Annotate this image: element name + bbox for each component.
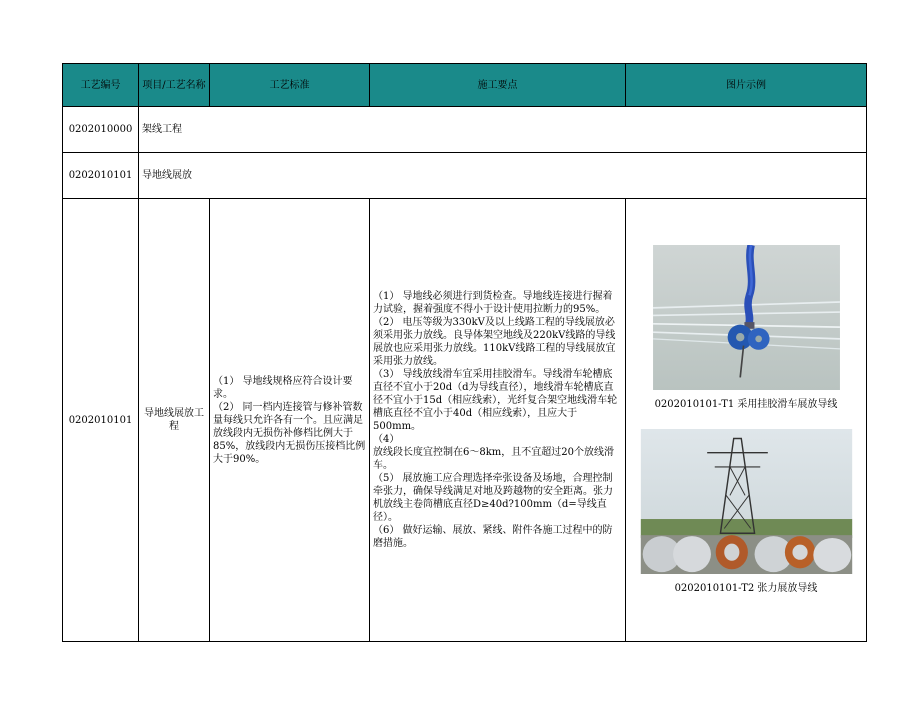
picture-examples <box>626 199 867 642</box>
construction-points <box>370 199 626 642</box>
photo-caption: 0202010101-T1 采用挂胶滑车展放导线 <box>654 399 838 410</box>
point-item: （1） 导地线必须进行到货检查。导地线连接进行握着力试验，握着强度不得小于设计使用拉断力的95%。 <box>373 291 613 315</box>
row-code: 0202010000 <box>63 107 139 153</box>
header-code: 工艺编号 <box>63 64 139 107</box>
point-item: （4） <box>373 434 400 445</box>
standard-item: （2） 同一档内连接管与修补管数量每线只允许各有一个。且应满足放线段内无损伤补修档比例大于85%，放线段内无损伤压接档比例大于90%。 <box>213 401 366 465</box>
table-row <box>63 153 867 199</box>
header-row <box>63 64 867 107</box>
header-name: 项目/工艺名称 <box>139 64 210 107</box>
header-points: 施工要点 <box>370 64 626 107</box>
standard-item: （1） 导地线规格应符合设计要求。 <box>213 375 353 400</box>
detail-name: 导地线展放工程 <box>139 199 210 642</box>
point-item: 放线段长度宜控制在6～8km，且不宜超过20个放线滑车。 <box>373 447 614 471</box>
tower-reels-photo-icon <box>635 429 858 574</box>
row-name: 架线工程 <box>139 107 867 153</box>
point-item: （5） 展放施工应合理选择牵张设备及场地，合理控制牵张力，确保导线满足对地及跨越物的安全距离。张力机放线主卷筒槽底直径D≥40d?100mm（d=导线直径）。 <box>373 473 613 523</box>
header-standard: 工艺标准 <box>210 64 370 107</box>
row-code: 0202010101 <box>63 153 139 199</box>
detail-row <box>63 199 867 642</box>
point-item: （6） 做好运输、展放、紧线、附件各施工过程中的防磨措施。 <box>373 525 613 549</box>
pulley-photo-icon <box>635 245 858 390</box>
row-name: 导地线展放 <box>139 153 867 199</box>
table-row <box>63 107 867 153</box>
detail-code: 0202010101 <box>63 199 139 642</box>
header-pictures: 图片示例 <box>626 64 867 107</box>
process-standard <box>210 199 370 642</box>
point-item: （2） 电压等级为330kV及以上线路工程的导线展放必须采用张力放线。良导体架空地线及220kV线路的导线展放也应采用张力放线。110kV线路工程的导线展放宜采用张力放线。 <box>373 317 616 367</box>
photo-caption: 0202010101-T2 张力展放导线 <box>674 583 818 594</box>
process-table <box>62 63 867 642</box>
point-item: （3） 导线放线滑车宜采用挂胶滑车。导线滑车轮槽底直径不宜小于20d（d为导线直径），地线滑车轮槽底直径不宜小于15d（相应线索），光纤复合架空地线滑车轮槽底直径不宜小于40d（相应线索），且应大于500mm。 <box>373 369 618 432</box>
